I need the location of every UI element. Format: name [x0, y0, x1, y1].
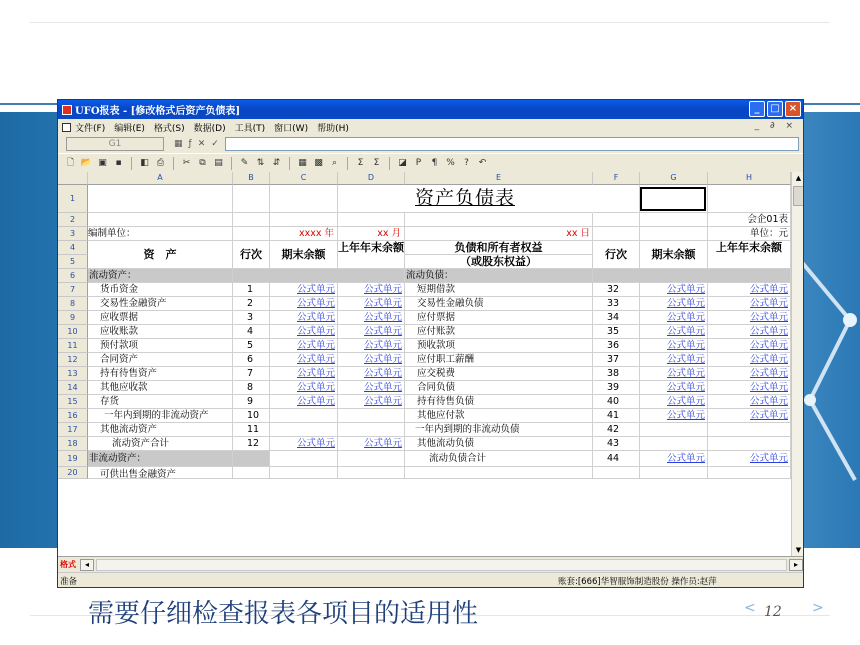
- asset-row-no[interactable]: 7: [233, 367, 270, 381]
- menu-format[interactable]: 格式(S): [153, 123, 185, 134]
- sheet-tabs-bar: [58, 556, 803, 572]
- header-begin-balance[interactable]: 上年年末余额: [338, 241, 405, 269]
- row-header-4[interactable]: 4: [58, 241, 88, 255]
- liability-begin-formula[interactable]: 公式单元: [708, 395, 791, 409]
- asset-begin-formula[interactable]: 公式单元: [338, 437, 405, 451]
- grid-cell[interactable]: [338, 423, 405, 437]
- header-end-balance[interactable]: 期末余额: [270, 241, 338, 269]
- slide-caption: 需要仔细检查报表各项目的适用性: [88, 599, 479, 629]
- menu-edit[interactable]: 编辑(E): [114, 123, 145, 134]
- grid-cell[interactable]: [270, 467, 338, 479]
- help-pointer-icon[interactable]: ?: [464, 157, 469, 168]
- header-end-balance-2[interactable]: 期末余额: [640, 241, 708, 269]
- asset-end-formula[interactable]: 公式单元: [270, 311, 338, 325]
- grid-cell[interactable]: [270, 185, 338, 213]
- column-header-B[interactable]: B: [233, 172, 270, 185]
- asset-item-name[interactable]: 一年内到期的非流动资产: [88, 409, 233, 423]
- header-begin-balance-2[interactable]: 上年年末余额: [708, 241, 791, 269]
- table-icon[interactable]: ▦: [298, 157, 307, 168]
- new-icon[interactable]: 🗋: [66, 157, 75, 168]
- liability-item-name[interactable]: 一年内到期的非流动负债: [405, 423, 593, 437]
- copy-icon[interactable]: ⧉: [199, 157, 206, 168]
- open-icon[interactable]: 📂: [80, 157, 93, 168]
- liability-item-name[interactable]: 其他应付款: [405, 409, 593, 423]
- minimize-button[interactable]: _: [749, 101, 765, 117]
- horizontal-scrollbar[interactable]: [96, 559, 787, 571]
- liability-row-no[interactable]: 34: [593, 311, 640, 325]
- liability-end-formula[interactable]: 公式单元: [640, 353, 708, 367]
- liability-row-no[interactable]: 43: [593, 437, 640, 451]
- row-header-13[interactable]: 13: [58, 367, 88, 381]
- month-field[interactable]: xx 月: [338, 227, 405, 241]
- mdi-window-controls[interactable]: _ ∂ ×: [754, 121, 797, 131]
- section-gray[interactable]: [233, 451, 270, 467]
- grid-cell[interactable]: [708, 423, 791, 437]
- grid-cell[interactable]: [640, 467, 708, 479]
- row-header-14[interactable]: 14: [58, 381, 88, 395]
- row-header-12[interactable]: 12: [58, 353, 88, 367]
- asset-begin-formula[interactable]: 公式单元: [338, 395, 405, 409]
- asset-end-formula[interactable]: 公式单元: [270, 381, 338, 395]
- grid-cell[interactable]: [708, 467, 791, 479]
- page-number: 12: [764, 604, 782, 620]
- asset-item-name[interactable]: 持有待售资产: [88, 367, 233, 381]
- unit-label[interactable]: 编制单位：: [88, 227, 233, 241]
- format-mode-label[interactable]: 格式: [60, 560, 76, 569]
- grid-cell[interactable]: [405, 467, 593, 479]
- liability-begin-formula[interactable]: 公式单元: [708, 297, 791, 311]
- print-icon[interactable]: ⎙: [156, 157, 165, 168]
- asset-item-name[interactable]: 交易性金融资产: [88, 297, 233, 311]
- menu-bar: [58, 119, 803, 135]
- column-header-H[interactable]: H: [708, 172, 791, 185]
- asset-begin-formula[interactable]: 公式单元: [338, 353, 405, 367]
- currency-unit[interactable]: 单位：元: [708, 227, 791, 241]
- asset-end-formula[interactable]: 公式单元: [270, 353, 338, 367]
- grid-cell[interactable]: [270, 451, 338, 467]
- prev-slide-icon[interactable]: <: [744, 600, 756, 616]
- zoom-icon[interactable]: %: [446, 157, 455, 168]
- report-grid[interactable]: [58, 172, 791, 556]
- asset-row-no[interactable]: 1: [233, 283, 270, 297]
- vertical-icon[interactable]: ¶: [431, 157, 438, 168]
- grid-cell[interactable]: [593, 185, 640, 213]
- row-header-16[interactable]: 16: [58, 409, 88, 423]
- asset-item-name[interactable]: 应收账款: [88, 325, 233, 339]
- grid-cell[interactable]: [233, 227, 270, 241]
- liability-begin-formula[interactable]: 公式单元: [708, 353, 791, 367]
- tab-next-icon[interactable]: ▸: [789, 559, 803, 571]
- binoculars-icon[interactable]: ⌕: [331, 157, 338, 168]
- cancel-icon[interactable]: ✕: [197, 139, 206, 149]
- liability-begin-formula[interactable]: 公式单元: [708, 283, 791, 297]
- grid-cell[interactable]: [593, 213, 640, 227]
- scroll-down-icon[interactable]: ▼: [795, 546, 802, 554]
- asset-end-formula[interactable]: 公式单元: [270, 339, 338, 353]
- title-bar[interactable]: [58, 100, 803, 119]
- p-icon[interactable]: P: [415, 157, 422, 168]
- asset-row-no[interactable]: 4: [233, 325, 270, 339]
- asset-item-name[interactable]: 合同资产: [88, 353, 233, 367]
- maximize-button[interactable]: □: [767, 101, 783, 117]
- liability-item-name[interactable]: 预收款项: [405, 339, 593, 353]
- grid-cell[interactable]: [640, 423, 708, 437]
- asset-item-name[interactable]: 其他应收款: [88, 381, 233, 395]
- liability-item-name[interactable]: 短期借款: [405, 283, 593, 297]
- grid-cell[interactable]: [270, 423, 338, 437]
- column-header-D[interactable]: D: [338, 172, 405, 185]
- row-header-20[interactable]: 20: [58, 467, 88, 479]
- row-header-6[interactable]: 6: [58, 269, 88, 283]
- chart-wizard-icon[interactable]: ◪: [398, 157, 407, 168]
- partial-asset-row[interactable]: 可供出售金融资产: [88, 467, 233, 479]
- asset-begin-formula[interactable]: 公式单元: [338, 367, 405, 381]
- liability-item-name[interactable]: 应付账款: [405, 325, 593, 339]
- liability-end-formula[interactable]: 公式单元: [640, 409, 708, 423]
- liability-end-formula[interactable]: 公式单元: [640, 283, 708, 297]
- asset-end-formula[interactable]: 公式单元: [270, 283, 338, 297]
- asset-row-no[interactable]: 10: [233, 409, 270, 423]
- section-current-assets[interactable]: 流动资产：: [88, 269, 233, 283]
- liability-row-no[interactable]: 44: [593, 451, 640, 467]
- menu-file[interactable]: 文件(F): [75, 123, 106, 134]
- liability-item-name[interactable]: 应付职工薪酬: [405, 353, 593, 367]
- grid-cell[interactable]: [338, 213, 405, 227]
- column-header-F[interactable]: F: [593, 172, 640, 185]
- asset-item-name[interactable]: 应收票据: [88, 311, 233, 325]
- report-title[interactable]: 资产负债表: [338, 185, 593, 213]
- status-account: 账套:[666]华智服饰制造股份 操作员:赵萍: [558, 577, 717, 587]
- liability-begin-formula[interactable]: 公式单元: [708, 325, 791, 339]
- menu-tools[interactable]: 工具(T): [234, 123, 266, 134]
- liability-end-formula[interactable]: 公式单元: [640, 325, 708, 339]
- header-row-no-2[interactable]: 行次: [593, 241, 640, 269]
- liability-item-name[interactable]: 流动负债合计: [405, 451, 593, 467]
- asset-begin-formula[interactable]: 公式单元: [338, 381, 405, 395]
- sum-icon[interactable]: Σ: [357, 157, 364, 168]
- asset-row-no[interactable]: 11: [233, 423, 270, 437]
- window-title: UFO报表 - [修改格式后资产负债表]: [75, 106, 241, 117]
- header-assets[interactable]: 资 产: [88, 241, 233, 269]
- row-header-5[interactable]: 5: [58, 255, 88, 269]
- app-icon: [62, 105, 72, 115]
- grid-cell[interactable]: [233, 213, 270, 227]
- liability-begin-formula[interactable]: 公式单元: [708, 339, 791, 353]
- row-header-19[interactable]: 19: [58, 451, 88, 467]
- liability-item-name[interactable]: 其他流动负债: [405, 437, 593, 451]
- asset-end-formula[interactable]: 公式单元: [270, 325, 338, 339]
- liability-row-no[interactable]: 36: [593, 339, 640, 353]
- liability-begin-formula[interactable]: 公式单元: [708, 381, 791, 395]
- grid-cell[interactable]: [640, 227, 708, 241]
- liability-begin-formula[interactable]: 公式单元: [708, 367, 791, 381]
- scroll-thumb[interactable]: [793, 186, 804, 206]
- frame-top-line: [30, 22, 830, 23]
- asset-item-name[interactable]: 预付款项: [88, 339, 233, 353]
- liability-end-formula[interactable]: 公式单元: [640, 339, 708, 353]
- menu-window[interactable]: 窗口(W): [274, 123, 309, 134]
- asset-row-no[interactable]: 8: [233, 381, 270, 395]
- row-header-17[interactable]: 17: [58, 423, 88, 437]
- next-slide-icon[interactable]: >: [812, 600, 824, 616]
- asset-row-no[interactable]: 6: [233, 353, 270, 367]
- section-noncurrent-assets[interactable]: 非流动资产：: [88, 451, 233, 467]
- header-row-no[interactable]: 行次: [233, 241, 270, 269]
- liability-item-name[interactable]: 交易性金融负债: [405, 297, 593, 311]
- asset-begin-formula[interactable]: 公式单元: [338, 325, 405, 339]
- scroll-up-icon[interactable]: ▲: [795, 174, 802, 182]
- row-header-3[interactable]: 3: [58, 227, 88, 241]
- row-header-8[interactable]: 8: [58, 297, 88, 311]
- function-icon[interactable]: ƒ: [188, 139, 192, 149]
- section-gray[interactable]: [233, 269, 405, 283]
- cut-icon[interactable]: ✂: [182, 157, 191, 168]
- liability-row-no[interactable]: 32: [593, 283, 640, 297]
- selected-cell-g1[interactable]: [640, 187, 706, 211]
- asset-item-name[interactable]: 存货: [88, 395, 233, 409]
- asset-row-no[interactable]: 2: [233, 297, 270, 311]
- grid-cell[interactable]: [233, 185, 270, 213]
- formula-input[interactable]: [225, 137, 799, 151]
- asset-begin-formula[interactable]: 公式单元: [338, 311, 405, 325]
- grid-cell[interactable]: [88, 213, 233, 227]
- header-liabilities-sub[interactable]: （或股东权益）: [405, 255, 593, 269]
- grid-cell[interactable]: [640, 437, 708, 451]
- vertical-scrollbar[interactable]: [791, 172, 804, 556]
- grid-icon[interactable]: ▦: [174, 139, 183, 149]
- liability-item-name[interactable]: 持有待售负债: [405, 395, 593, 409]
- column-header-G[interactable]: G: [640, 172, 708, 185]
- liability-row-no[interactable]: 33: [593, 297, 640, 311]
- grid-cell[interactable]: [338, 409, 405, 423]
- asset-end-formula[interactable]: 公式单元: [270, 437, 338, 451]
- close-button[interactable]: ×: [785, 101, 801, 117]
- column-header-E[interactable]: E: [405, 172, 593, 185]
- grid-cell[interactable]: [270, 213, 338, 227]
- day-field[interactable]: xx 日: [405, 227, 593, 241]
- liability-end-formula[interactable]: 公式单元: [640, 451, 708, 467]
- toolbar: [58, 153, 803, 172]
- liability-item-name[interactable]: 应付票据: [405, 311, 593, 325]
- formula-bar: [58, 135, 803, 153]
- tab-prev-icon[interactable]: ◂: [80, 559, 94, 571]
- grid-cell[interactable]: [270, 409, 338, 423]
- status-bar: [58, 572, 803, 588]
- asset-row-no[interactable]: 12: [233, 437, 270, 451]
- liability-row-no[interactable]: 37: [593, 353, 640, 367]
- year-field[interactable]: xxxx 年: [270, 227, 338, 241]
- grid-cell[interactable]: [88, 185, 233, 213]
- asset-row-no[interactable]: 9: [233, 395, 270, 409]
- asset-begin-formula[interactable]: 公式单元: [338, 297, 405, 311]
- liability-end-formula[interactable]: 公式单元: [640, 367, 708, 381]
- grid-cell[interactable]: [233, 467, 270, 479]
- row-header-10[interactable]: 10: [58, 325, 88, 339]
- save-icon[interactable]: ▣: [98, 157, 107, 168]
- grid-cell[interactable]: [708, 185, 791, 213]
- row-header-1[interactable]: 1: [58, 185, 88, 213]
- liability-begin-formula[interactable]: 公式单元: [708, 451, 791, 467]
- section-current-liabilities[interactable]: 流动负债：: [405, 269, 593, 283]
- asset-end-formula[interactable]: 公式单元: [270, 367, 338, 381]
- row-header-7[interactable]: 7: [58, 283, 88, 297]
- asset-item-name[interactable]: 货币资金: [88, 283, 233, 297]
- sort-desc-icon[interactable]: ⇵: [272, 157, 281, 168]
- liability-item-name[interactable]: 合同负债: [405, 381, 593, 395]
- row-header-18[interactable]: 18: [58, 437, 88, 451]
- asset-begin-formula[interactable]: 公式单元: [338, 283, 405, 297]
- sort-asc-icon[interactable]: ⇅: [256, 157, 265, 168]
- liability-row-no[interactable]: 38: [593, 367, 640, 381]
- grid-cell[interactable]: [338, 467, 405, 479]
- grid-corner: [58, 172, 88, 185]
- section-gray[interactable]: [593, 269, 791, 283]
- header-liabilities[interactable]: 负债和所有者权益: [405, 241, 593, 255]
- status-ready: 准备: [60, 577, 78, 587]
- paste-icon[interactable]: ▤: [214, 157, 223, 168]
- liability-row-no[interactable]: 42: [593, 423, 640, 437]
- column-header-A[interactable]: A: [88, 172, 233, 185]
- preview-icon[interactable]: ◧: [140, 157, 149, 168]
- chart-icon[interactable]: ▩: [314, 157, 323, 168]
- asset-item-name[interactable]: 流动资产合计: [88, 437, 233, 451]
- asset-row-no[interactable]: 5: [233, 339, 270, 353]
- row-header-11[interactable]: 11: [58, 339, 88, 353]
- grid-cell[interactable]: [338, 451, 405, 467]
- liability-item-name[interactable]: 应交税费: [405, 367, 593, 381]
- sum-column-icon[interactable]: Σ: [373, 157, 380, 168]
- save-all-icon[interactable]: ▪: [115, 157, 122, 168]
- asset-end-formula[interactable]: 公式单元: [270, 395, 338, 409]
- cell-reference-box[interactable]: G1: [66, 137, 164, 151]
- grid-cell[interactable]: [405, 213, 593, 227]
- format-painter-icon[interactable]: ✎: [240, 157, 249, 168]
- liability-begin-formula[interactable]: 公式单元: [708, 311, 791, 325]
- menu-help[interactable]: 帮助(H): [317, 123, 349, 134]
- asset-end-formula[interactable]: 公式单元: [270, 297, 338, 311]
- undo-icon[interactable]: ↶: [478, 157, 487, 168]
- liability-end-formula[interactable]: 公式单元: [640, 297, 708, 311]
- asset-item-name[interactable]: 其他流动资产: [88, 423, 233, 437]
- liability-end-formula[interactable]: 公式单元: [640, 395, 708, 409]
- liability-end-formula[interactable]: 公式单元: [640, 381, 708, 395]
- row-header-2[interactable]: 2: [58, 213, 88, 227]
- asset-row-no[interactable]: 3: [233, 311, 270, 325]
- grid-cell[interactable]: [593, 467, 640, 479]
- liability-row-no[interactable]: 40: [593, 395, 640, 409]
- liability-begin-formula[interactable]: 公式单元: [708, 409, 791, 423]
- liability-row-no[interactable]: 35: [593, 325, 640, 339]
- document-icon: [62, 123, 71, 132]
- row-header-15[interactable]: 15: [58, 395, 88, 409]
- asset-begin-formula[interactable]: 公式单元: [338, 339, 405, 353]
- grid-cell[interactable]: [708, 437, 791, 451]
- column-header-C[interactable]: C: [270, 172, 338, 185]
- liability-row-no[interactable]: 41: [593, 409, 640, 423]
- liability-end-formula[interactable]: 公式单元: [640, 311, 708, 325]
- grid-cell[interactable]: [593, 227, 640, 241]
- form-code[interactable]: 会企01表: [708, 213, 791, 227]
- ufo-report-window: [57, 99, 804, 588]
- row-header-9[interactable]: 9: [58, 311, 88, 325]
- confirm-icon[interactable]: ✓: [211, 139, 219, 149]
- grid-cell[interactable]: [640, 213, 708, 227]
- liability-row-no[interactable]: 39: [593, 381, 640, 395]
- menu-data[interactable]: 数据(D): [193, 123, 226, 134]
